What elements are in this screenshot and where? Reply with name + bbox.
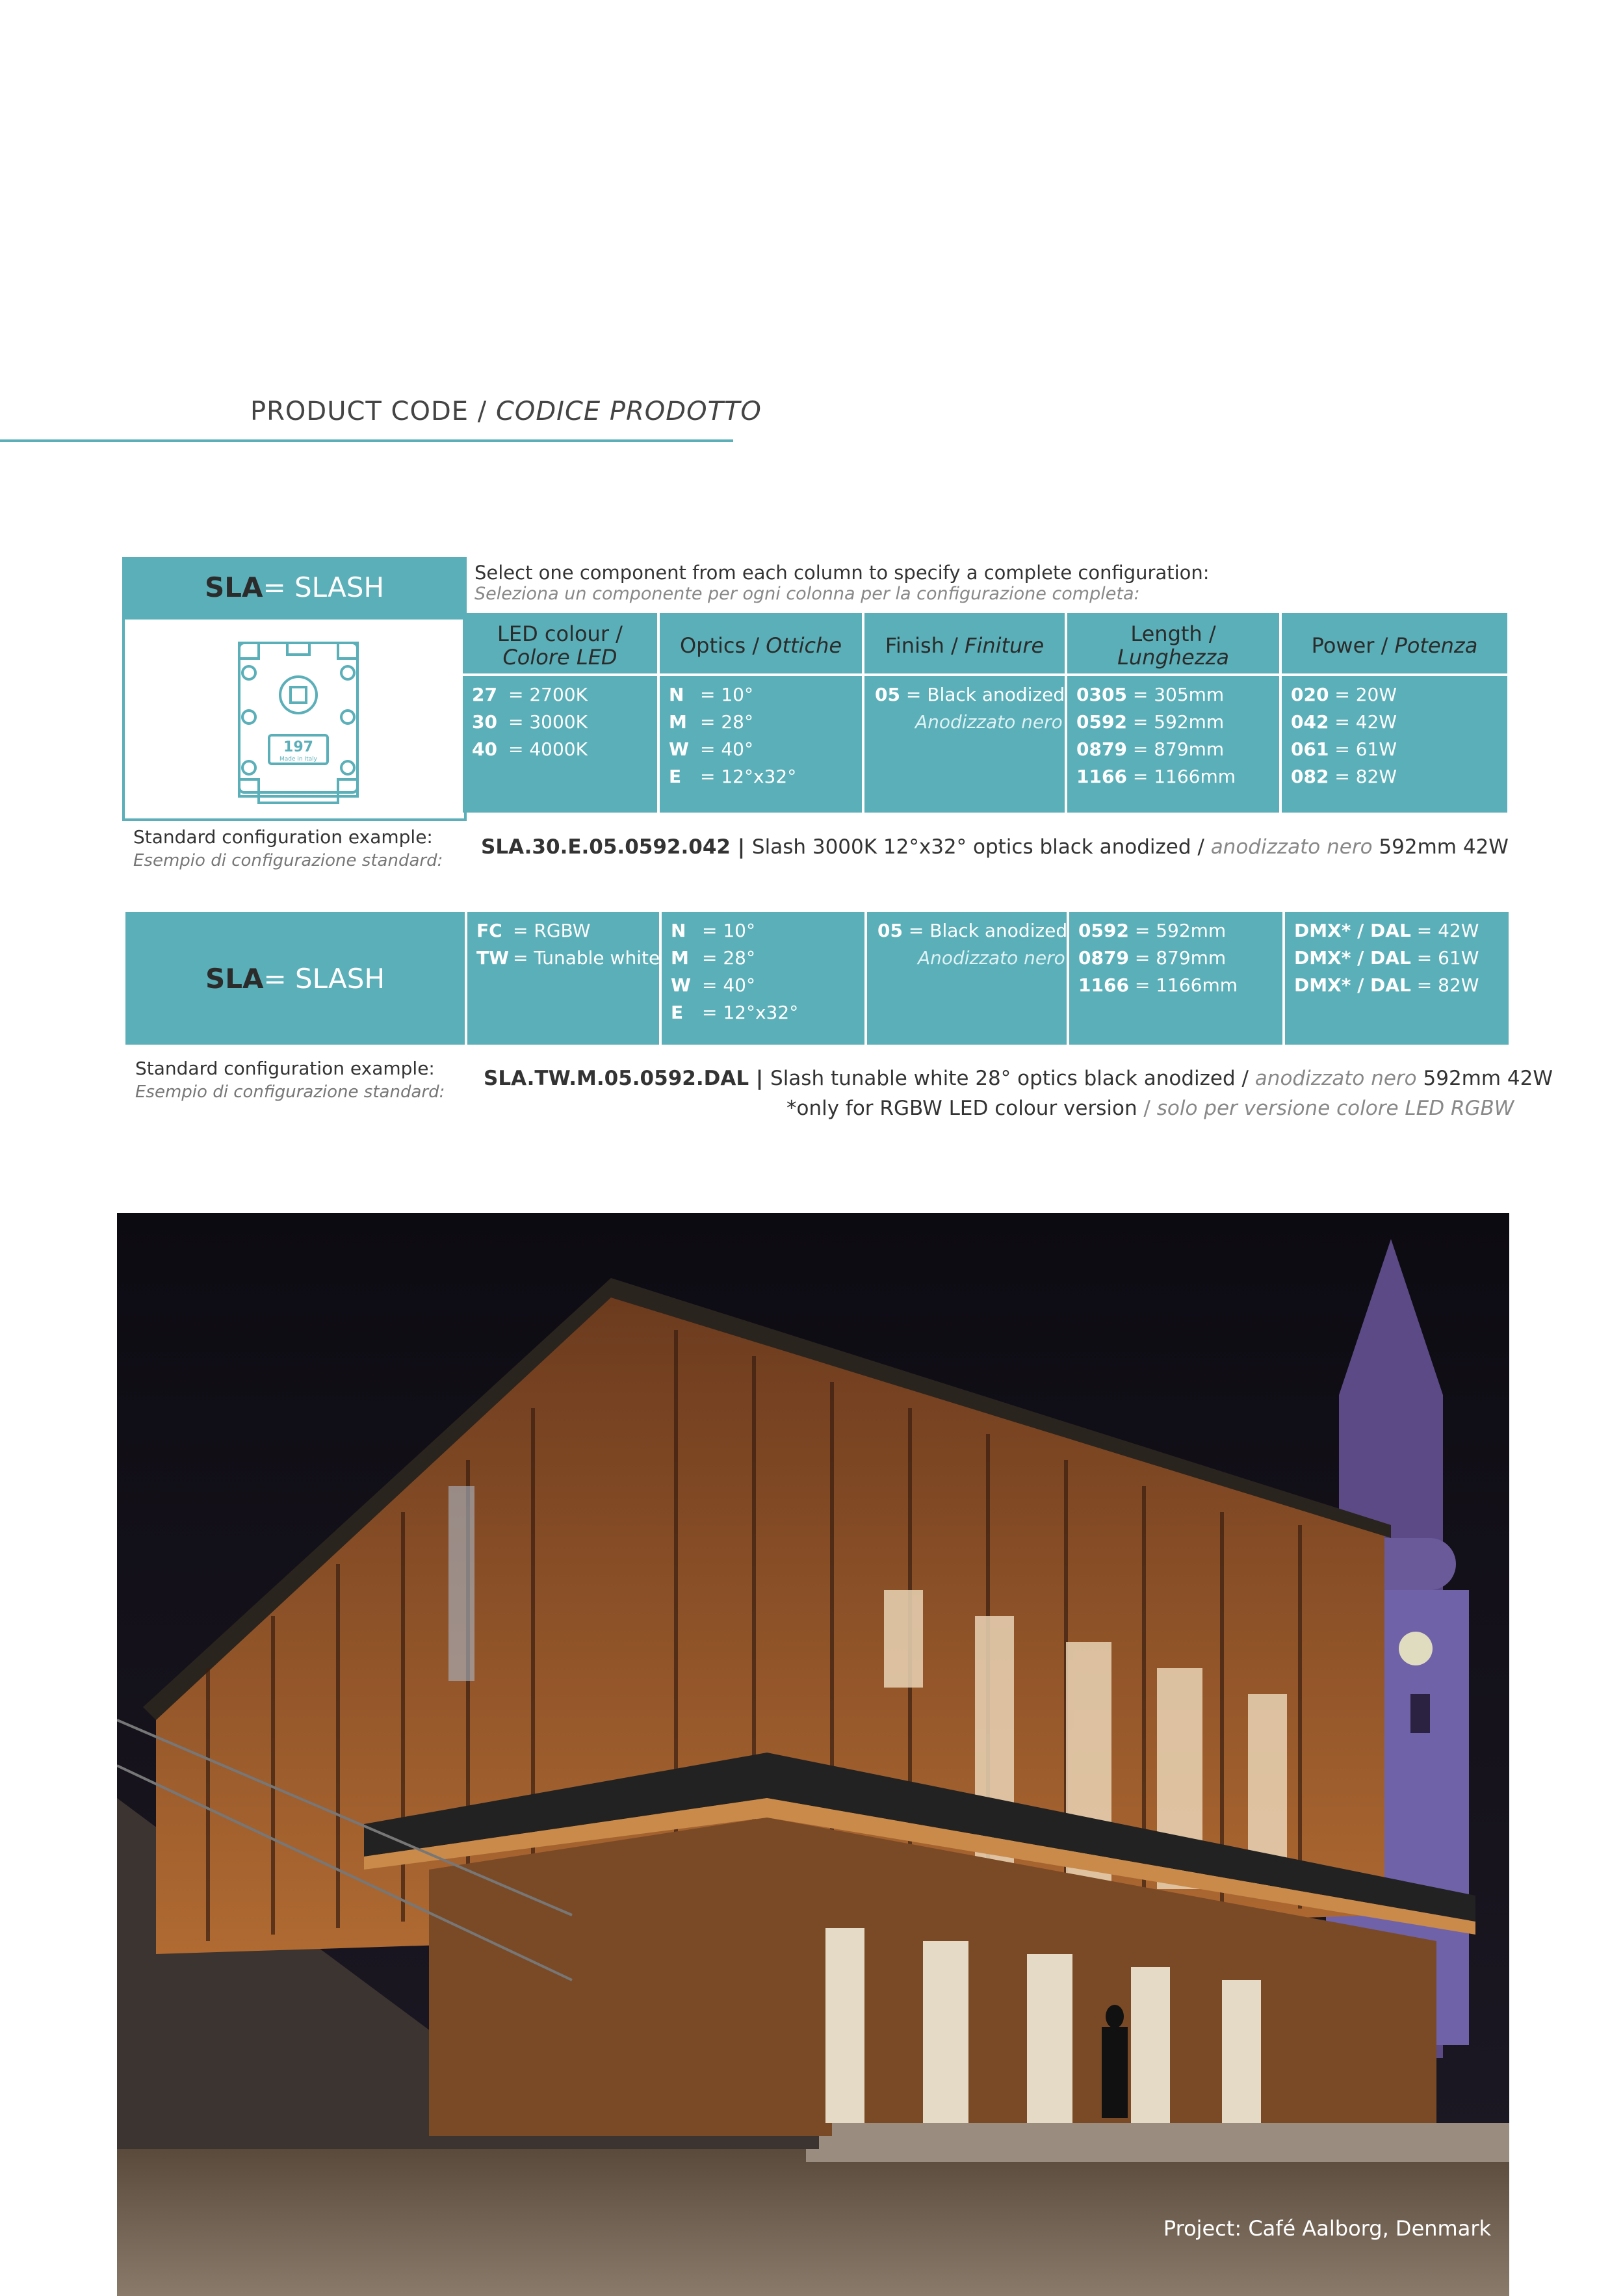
list-item: 061 = 61W: [1291, 738, 1397, 760]
block2-title: [125, 912, 465, 1045]
list-item: 05 = Black anodized: [875, 684, 1065, 705]
header-power-it: Potenza: [1394, 633, 1478, 658]
header-optics: [660, 618, 862, 673]
block1-optics-cell: [660, 676, 862, 790]
device-number: 197: [283, 739, 313, 755]
header-power-en: Power /: [1311, 633, 1395, 658]
list-item: W = 40°: [669, 738, 753, 760]
block2-example-italic: anodizzato nero: [1254, 1067, 1417, 1090]
block2-optics-cell: [662, 912, 864, 1026]
block1-title-code: SLA: [204, 571, 263, 603]
block1-intro-it: Seleziona un componente per ogni colonna per la configurazione completa:: [474, 584, 1140, 604]
block2-title-rest: = SLASH: [263, 962, 385, 995]
list-item: 082 = 82W: [1291, 766, 1397, 787]
block2-std-label-en: Standard configuration example:: [135, 1058, 435, 1079]
block1-std-label: [133, 826, 443, 872]
heading-underline: [0, 439, 733, 442]
project-photo: [117, 1213, 1509, 2296]
list-item: M = 28°: [671, 947, 755, 969]
heading-main: PRODUCT CODE: [250, 397, 469, 426]
block2-note-text: *only for RGBW LED colour version: [786, 1097, 1137, 1120]
block2-example: [484, 1067, 1553, 1090]
list-item: 05 = Black anodized: [877, 920, 1068, 941]
header-led-colour: [463, 618, 657, 673]
example-bar: |: [749, 1067, 771, 1090]
list-item: TW = Tunable white: [476, 947, 660, 969]
block2-std-label-it: Esempio di configurazione standard:: [135, 1082, 445, 1102]
list-item: FC = RGBW: [476, 920, 591, 941]
block2-example-end: 592mm 42W: [1416, 1067, 1553, 1090]
block2-example-code: SLA.TW.M.05.0592.DAL: [484, 1067, 749, 1090]
block2-std-label: [135, 1057, 445, 1104]
device-drawing-icon: [125, 620, 464, 818]
list-item: 020 = 20W: [1291, 684, 1397, 705]
block2-power-cell: [1285, 912, 1509, 999]
list-item: 40 = 4000K: [472, 738, 588, 760]
header-length-en: Length /: [1130, 621, 1216, 646]
list-item: 0592 = 592mm: [1078, 920, 1227, 941]
section-heading: [250, 397, 762, 426]
header-finish: [864, 618, 1065, 673]
list-item: E = 12°x32°: [669, 766, 797, 787]
finish-italic: Anodizzato nero: [918, 947, 1065, 969]
list-item: E = 12°x32°: [671, 1002, 799, 1023]
header-optics-en: Optics /: [679, 633, 766, 658]
block1-intro-en: Select one component from each column to specify a complete configuration:: [474, 562, 1210, 584]
block2-note-sep: /: [1137, 1097, 1157, 1120]
header-led-en: LED colour /: [497, 621, 623, 646]
block2-note: [786, 1097, 1514, 1120]
block1-std-label-it: Esempio di configurazione standard:: [133, 851, 443, 870]
block1-title-box: [122, 557, 467, 617]
building-illustration: [117, 1213, 1509, 2296]
list-item: 0592 = 592mm: [1076, 711, 1225, 733]
device-made: Made in Italy: [279, 756, 317, 763]
list-item: 0879 = 879mm: [1078, 947, 1227, 969]
block1-example-code: SLA.30.E.05.0592.042: [481, 835, 731, 859]
example-bar: |: [730, 835, 752, 859]
block1-length-cell: [1067, 676, 1279, 790]
block1-example-text: Slash 3000K 12°x32° optics black anodized /: [751, 835, 1211, 859]
list-item: N = 10°: [671, 920, 755, 941]
block2-title-code: SLA: [205, 962, 264, 995]
list-item: DMX* / DAL = 42W: [1294, 920, 1479, 941]
header-finish-en: Finish /: [885, 633, 965, 658]
block1-device-frame: [122, 617, 467, 821]
block2-length-cell: [1069, 912, 1282, 999]
block1-std-label-en: Standard configuration example:: [133, 826, 433, 848]
block1-led-cell: [463, 676, 657, 763]
block2-led-cell: [467, 912, 659, 972]
list-item: 042 = 42W: [1291, 711, 1397, 733]
header-length: [1067, 618, 1279, 673]
block2-finish-cell: [867, 912, 1067, 972]
list-item: W = 40°: [671, 974, 755, 996]
list-item: 0879 = 879mm: [1076, 738, 1225, 760]
header-finish-it: Finiture: [965, 633, 1045, 658]
block1-example: [481, 835, 1509, 859]
list-item: M = 28°: [669, 711, 753, 733]
block1-intro: [474, 562, 1210, 605]
header-length-it: Lunghezza: [1117, 645, 1229, 670]
finish-italic: Anodizzato nero: [915, 711, 1063, 733]
block1-power-cell: [1282, 676, 1507, 790]
list-item: DMX* / DAL = 61W: [1294, 947, 1479, 969]
heading-italic: CODICE PRODOTTO: [495, 397, 762, 426]
list-item: DMX* / DAL = 82W: [1294, 974, 1479, 996]
block2-example-text: Slash tunable white 28° optics black anodized /: [770, 1067, 1255, 1090]
block2-note-italic: solo per versione colore LED RGBW: [1156, 1097, 1514, 1120]
list-item: 27 = 2700K: [472, 684, 588, 705]
list-item: 1166 = 1166mm: [1078, 974, 1238, 996]
header-power: [1282, 618, 1507, 673]
list-item: 30 = 3000K: [472, 711, 588, 733]
photo-caption: Project: Café Aalborg, Denmark: [1163, 2216, 1491, 2241]
heading-slash: /: [469, 397, 496, 426]
list-item: N = 10°: [669, 684, 753, 705]
header-led-it: Colore LED: [502, 645, 617, 670]
block1-example-italic: anodizzato nero: [1210, 835, 1373, 859]
block1-example-end: 592mm 42W: [1372, 835, 1509, 859]
block1-finish-cell: [864, 676, 1065, 736]
block1-title-rest: = SLASH: [263, 571, 385, 603]
header-optics-it: Ottiche: [766, 633, 842, 658]
list-item: 1166 = 1166mm: [1076, 766, 1236, 787]
list-item: 0305 = 305mm: [1076, 684, 1225, 705]
